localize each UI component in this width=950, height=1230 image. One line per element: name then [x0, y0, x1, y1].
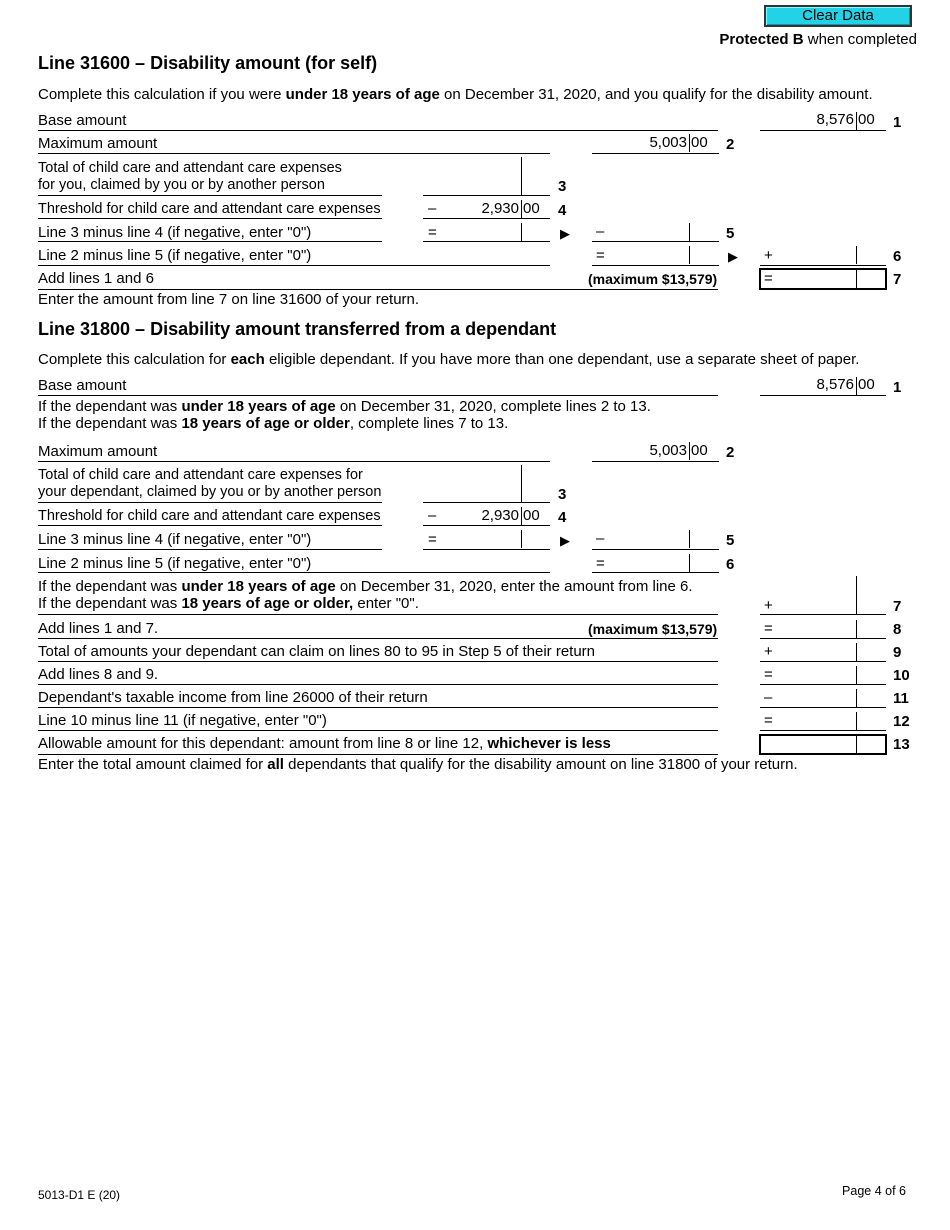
s1-line-number-1: 1 — [893, 114, 902, 131]
condition-bold: under 18 years of age — [181, 398, 336, 415]
condition-text: , complete lines 7 to 13. — [349, 415, 509, 432]
s2-line8-field[interactable] — [760, 638, 886, 639]
s2-line9-field[interactable] — [760, 661, 886, 662]
s2-base-amount-cents: 00 — [858, 376, 875, 393]
final-text: dependants that qualify for the disability amount on line 31800 of your return. — [283, 756, 798, 773]
s2-maximum-note: (maximum $13,579) — [588, 621, 718, 637]
s1-line7-total-field[interactable] — [759, 268, 887, 290]
s2-line-number-2: 2 — [726, 444, 735, 461]
s2-base-amount-label: Base amount — [38, 377, 127, 394]
s2-line-number-7: 7 — [893, 598, 902, 615]
s1-base-amount-dollars: 8,576 — [816, 111, 854, 128]
form-identifier: 5013-D1 E (20) — [38, 1188, 121, 1202]
s2-care-expenses-label-1: Total of child care and attendant care expenses for — [38, 467, 363, 483]
intro-text: Complete this calculation for — [38, 351, 231, 368]
s2-arrow-icon: ▶ — [560, 533, 570, 548]
s2-condition-under-18 — [38, 398, 651, 416]
page-number: Page 4 of 6 — [842, 1184, 906, 1198]
s2-care-expenses-field[interactable] — [423, 502, 550, 503]
s2-line9-label: Total of amounts your dependant can claim on lines 80 to 95 in Step 5 of their return — [38, 643, 596, 660]
s1-line5a-field[interactable] — [423, 241, 550, 242]
s2-care-expenses-label-2: your dependant, claimed by you or by another person — [38, 484, 382, 500]
s2-plus-sign: + — [764, 643, 773, 660]
s1-line6a-field[interactable] — [592, 265, 719, 266]
s2-condition-18-or-older — [38, 415, 508, 433]
s2-line-number-1: 1 — [893, 379, 902, 396]
protected-b-suffix: when completed — [803, 31, 917, 48]
line13-bold: whichever is less — [487, 735, 611, 752]
s1-equals-sign: = — [428, 224, 437, 241]
s1-line-number-2: 2 — [726, 136, 735, 153]
s1-care-expenses-label-1: Total of child care and attendant care expenses — [38, 160, 342, 176]
s2-line-number-6: 6 — [726, 556, 735, 573]
clear-data-button[interactable]: Clear Data — [764, 5, 912, 27]
s1-line2-minus-line5-label: Line 2 minus line 5 (if negative, enter "0") — [38, 247, 312, 264]
protected-b-notice — [719, 31, 917, 49]
s2-line13-total-field[interactable] — [759, 734, 887, 755]
intro-text: Complete this calculation if you were — [38, 86, 286, 103]
s1-line-number-5: 5 — [726, 225, 735, 242]
s2-equals-sign: = — [764, 620, 773, 637]
s1-threshold-cents: 00 — [523, 200, 540, 217]
intro-text: eligible dependant. If you have more than one dependant, use a separate sheet of paper. — [264, 351, 860, 368]
s1-base-amount-label: Base amount — [38, 112, 127, 129]
s2-line13-label — [38, 735, 611, 753]
condition-text: If the dependant was — [38, 595, 182, 612]
s2-line6-field[interactable] — [592, 572, 719, 573]
s1-base-amount-cents: 00 — [858, 111, 875, 128]
s2-line12-field[interactable] — [760, 730, 886, 731]
s2-final-note — [38, 756, 798, 774]
s1-maximum-amount-cents: 00 — [691, 134, 708, 151]
s1-line3-minus-line4-label: Line 3 minus line 4 (if negative, enter "0") — [38, 224, 312, 241]
s2-line10-field[interactable] — [760, 684, 886, 685]
section-31600-intro — [38, 86, 873, 104]
protected-b-label: Protected B — [719, 31, 804, 48]
s1-line-number-3: 3 — [558, 178, 567, 195]
s2-line-number-5: 5 — [726, 532, 735, 549]
intro-bold: each — [230, 351, 265, 368]
final-text: Enter the total amount claimed for — [38, 756, 268, 773]
s1-care-expenses-label-2: for you, claimed by you or by another person — [38, 177, 325, 193]
s1-minus-sign: – — [428, 200, 437, 217]
s2-minus-sign: – — [428, 507, 437, 524]
condition-text: on December 31, 2020, enter the amount from line 6. — [335, 578, 693, 595]
s2-line-number-8: 8 — [893, 621, 902, 638]
s1-enter-amount-note: Enter the amount from line 7 on line 31600 of your return. — [38, 291, 420, 308]
s2-line7-field[interactable] — [760, 614, 886, 615]
s1-plus-sign: + — [764, 247, 773, 264]
s1-arrow-icon: ▶ — [560, 226, 570, 241]
s2-equals-sign: = — [764, 666, 773, 683]
s1-add-lines-label: Add lines 1 and 6 — [38, 270, 154, 287]
condition-bold: 18 years of age or older, — [181, 595, 354, 612]
condition-text: enter "0". — [353, 595, 419, 612]
s2-threshold-dollars: 2,930 — [481, 507, 519, 524]
condition-bold: 18 years of age or older — [181, 415, 350, 432]
condition-text: on December 31, 2020, complete lines 2 to 13. — [335, 398, 651, 415]
s1-line6-field[interactable] — [760, 265, 886, 266]
s2-line7-condition-1 — [38, 578, 693, 596]
s2-line3-minus-line4-label: Line 3 minus line 4 (if negative, enter "0") — [38, 531, 312, 548]
section-31800-title: Line 31800 – Disability amount transferred from a dependant — [38, 319, 557, 339]
condition-text: If the dependant was — [38, 415, 182, 432]
s2-line-number-9: 9 — [893, 644, 902, 661]
s1-line-number-7: 7 — [893, 271, 902, 288]
s2-threshold-cents: 00 — [523, 507, 540, 524]
s2-line12-label: Line 10 minus line 11 (if negative, enter "0") — [38, 712, 327, 729]
s2-line10-label: Add lines 8 and 9. — [38, 666, 159, 683]
s2-line-number-10: 10 — [893, 667, 910, 684]
final-bold: all — [267, 756, 284, 773]
s2-minus-sign: – — [764, 689, 773, 706]
intro-text: on December 31, 2020, and you qualify for the disability amount. — [439, 86, 873, 103]
s1-maximum-amount-label: Maximum amount — [38, 135, 158, 152]
s1-arrow-icon: ▶ — [728, 249, 738, 264]
section-31800-intro — [38, 351, 859, 369]
s1-threshold-dollars: 2,930 — [481, 200, 519, 217]
s2-equals-sign: = — [596, 555, 605, 572]
s2-maximum-amount-cents: 00 — [691, 442, 708, 459]
s1-line-number-4: 4 — [558, 202, 567, 219]
s2-equals-sign: = — [764, 712, 773, 729]
s2-line-number-12: 12 — [893, 713, 910, 730]
s1-line5-field[interactable] — [592, 241, 719, 242]
s2-line7-condition-2 — [38, 595, 419, 613]
s1-care-expenses-field[interactable] — [423, 195, 550, 196]
s2-line-number-11: 11 — [893, 690, 909, 707]
condition-text: If the dependant was — [38, 578, 182, 595]
s2-line11-field[interactable] — [760, 707, 886, 708]
s2-threshold-label: Threshold for child care and attendant care expenses — [38, 508, 381, 524]
section-31600-title: Line 31600 – Disability amount (for self) — [38, 53, 378, 73]
s1-maximum-amount-dollars: 5,003 — [649, 134, 687, 151]
s2-plus-sign: + — [764, 597, 773, 614]
s1-threshold-label: Threshold for child care and attendant care expenses — [38, 201, 381, 217]
s2-line5-field[interactable] — [592, 549, 719, 550]
line13-text: Allowable amount for this dependant: amount from line 8 or line 12, — [38, 735, 488, 752]
s2-equals-sign: = — [428, 531, 437, 548]
s2-maximum-amount-dollars: 5,003 — [649, 442, 687, 459]
condition-bold: under 18 years of age — [181, 578, 336, 595]
s2-maximum-amount-label: Maximum amount — [38, 443, 158, 460]
s2-line-number-3: 3 — [558, 486, 567, 503]
s1-maximum-note: (maximum $13,579) — [588, 271, 718, 287]
s1-line-number-6: 6 — [893, 248, 902, 265]
s2-add-lines-label: Add lines 1 and 7. — [38, 620, 159, 637]
s2-line2-minus-line5-label: Line 2 minus line 5 (if negative, enter "0") — [38, 555, 312, 572]
s2-base-amount-dollars: 8,576 — [816, 376, 854, 393]
intro-bold: under 18 years of age — [285, 86, 440, 103]
s2-line-number-13: 13 — [893, 736, 910, 753]
condition-text: If the dependant was — [38, 398, 182, 415]
s2-line11-label: Dependant's taxable income from line 26000 of their return — [38, 689, 428, 706]
s2-line-number-4: 4 — [558, 509, 567, 526]
s2-minus-sign: – — [596, 530, 605, 547]
s1-minus-sign: – — [596, 223, 605, 240]
s2-line5a-field[interactable] — [423, 549, 550, 550]
s1-equals-sign: = — [596, 247, 605, 264]
s1-equals-sign: = — [764, 270, 773, 287]
